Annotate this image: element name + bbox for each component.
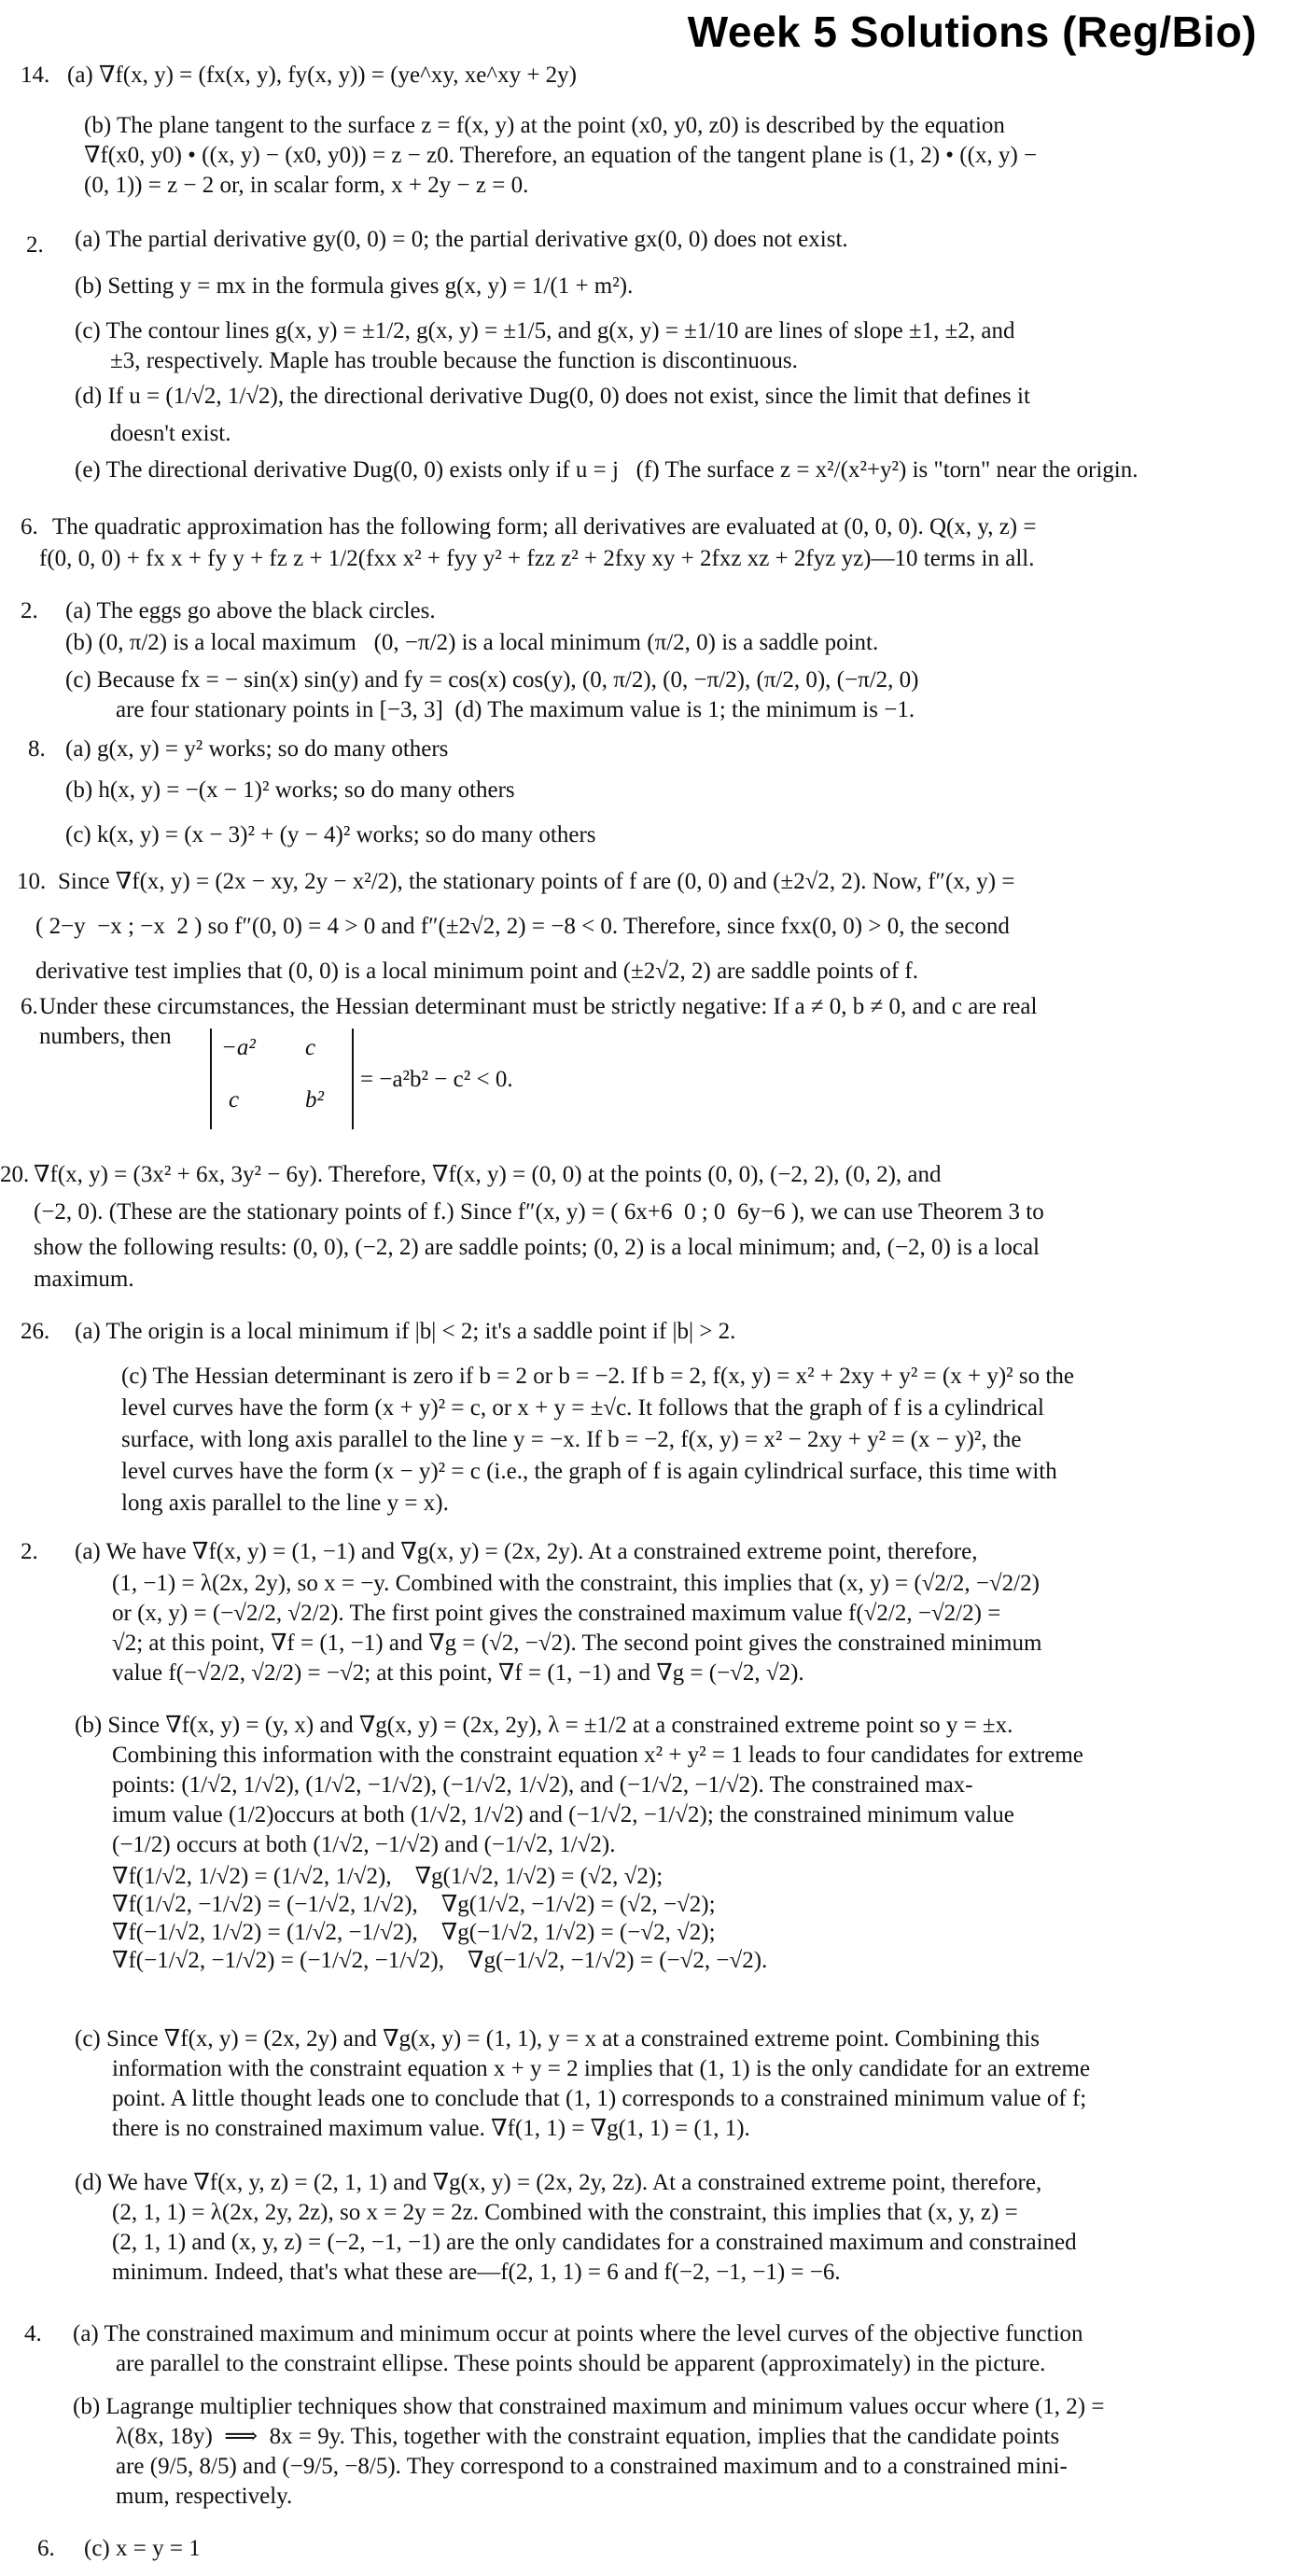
problem-number: 8.	[28, 736, 46, 762]
solution-line: information with the constraint equation x + y = 2 implies that (1, 1) is the only candidate for an extreme	[112, 2056, 1091, 2081]
hessian-determinant	[210, 1029, 354, 1129]
solution-line: (a) ∇f(x, y) = (fx(x, y), fy(x, y)) = (ye^xy, xe^xy + 2y)	[67, 63, 578, 88]
solution-line: show the following results: (0, 0), (−2, 2) are saddle points; (0, 2) is a local minimum; and, (−2, 0) is a local	[34, 1235, 1040, 1260]
solution-line: derivative test implies that (0, 0) is a local minimum point and (±2√2, 2) are saddle points of f.	[35, 959, 918, 984]
solution-line: (0, 1)) = z − 2 or, in scalar form, x + 2y − z = 0.	[84, 173, 529, 198]
det-cell: c	[229, 1087, 240, 1113]
solution-line: level curves have the form (x + y)² = c, or x + y = ±√c. It follows that the graph of f is a cylindrical	[121, 1395, 1044, 1421]
solution-line: are parallel to the constraint ellipse. These points should be apparent (approximately) in the picture.	[116, 2351, 1046, 2376]
solution-line: The quadratic approximation has the following form; all derivatives are evaluated at (0, 0, 0). Q(x, y, z) =	[52, 514, 1037, 539]
solution-line: are (9/5, 8/5) and (−9/5, −8/5). They correspond to a constrained maximum and to a constrained mini-	[116, 2454, 1068, 2479]
solution-line: mum, respectively.	[116, 2484, 293, 2509]
solution-line: (c) k(x, y) = (x − 3)² + (y − 4)² works; so do many others	[65, 822, 596, 847]
solution-line: Since ∇f(x, y) = (2x − xy, 2y − x²/2), the stationary points of f are (0, 0) and (±2√2, 2). Now, f″(x, y) =	[58, 869, 1015, 894]
problem-number: 2.	[21, 598, 38, 623]
solution-line: numbers, then	[39, 1024, 172, 1049]
solution-line: f(0, 0, 0) + fx x + fy y + fz z + 1/2(fxx x² + fyy y² + fzz z² + 2fxy xy + 2fxz xz + 2fyz yz)—10 terms in all.	[39, 546, 1035, 571]
solution-line: ∇f(1/√2, −1/√2) = (−1/√2, 1/√2), ∇g(1/√2, −1/√2) = (√2, −√2);	[112, 1892, 716, 1917]
solution-line: (a) We have ∇f(x, y) = (1, −1) and ∇g(x, y) = (2x, 2y). At a constrained extreme point, therefore,	[75, 1539, 978, 1564]
solution-line: (b) h(x, y) = −(x − 1)² works; so do many others	[65, 777, 515, 803]
solution-line: Under these circumstances, the Hessian determinant must be strictly negative: If a ≠ 0, b ≠ 0, and c are real	[39, 994, 1038, 1019]
solution-line: point. A little thought leads one to conclude that (1, 1) corresponds to a constrained minimum value of f;	[112, 2086, 1087, 2111]
solution-line: maximum.	[34, 1267, 134, 1292]
solution-line: λ(8x, 18y) ⟹ 8x = 9y. This, together with the constraint equation, implies that the candidate points	[116, 2424, 1060, 2449]
solution-line: (b) Since ∇f(x, y) = (y, x) and ∇g(x, y) = (2x, 2y), λ = ±1/2 at a constrained extreme point so y = ±x.	[75, 1713, 1013, 1738]
solution-line: (c) The Hessian determinant is zero if b = 2 or b = −2. If b = 2, f(x, y) = x² + 2xy + y² = (x + y)² so the	[121, 1364, 1074, 1389]
solution-line: points: (1/√2, 1/√2), (1/√2, −1/√2), (−1/√2, 1/√2), and (−1/√2, −1/√2). The constrained max-	[112, 1772, 973, 1798]
problem-number: 26.	[21, 1319, 50, 1344]
solution-line: (1, −1) = λ(2x, 2y), so x = −y. Combined with the constraint, this implies that (x, y) = (√2/2, −√2/2)	[112, 1571, 1040, 1596]
problem-number: 2.	[21, 1539, 38, 1564]
solution-line: (b) The plane tangent to the surface z = f(x, y) at the point (x0, y0, z0) is described by the equation	[84, 113, 1005, 138]
det-cell: b²	[305, 1087, 324, 1113]
solution-line: or (x, y) = (−√2/2, √2/2). The first point gives the constrained maximum value f(√2/2, −√2/2) =	[112, 1601, 1001, 1626]
solution-line: (b) (0, π/2) is a local maximum (0, −π/2) is a local minimum (π/2, 0) is a saddle point.	[65, 630, 879, 655]
solution-line: value f(−√2/2, √2/2) = −√2; at this point, ∇f = (1, −1) and ∇g = (−√2, √2).	[112, 1660, 804, 1686]
problem-number: 4.	[24, 2321, 42, 2346]
solution-line: (c) The contour lines g(x, y) = ±1/2, g(x, y) = ±1/5, and g(x, y) = ±1/10 are lines of slope ±1, ±2, and	[75, 318, 1015, 343]
solution-line: (a) The constrained maximum and minimum occur at points where the level curves of the objective function	[73, 2321, 1083, 2346]
solution-line: Combining this information with the constraint equation x² + y² = 1 leads to four candidates for extreme	[112, 1743, 1083, 1768]
solution-line: (−2, 0). (These are the stationary points of f.) Since f″(x, y) = ( 6x+6 0 ; 0 6y−6 ), we can use Theorem 3 to	[34, 1199, 1044, 1225]
solution-line: (a) The origin is a local minimum if |b| < 2; it's a saddle point if |b| > 2.	[75, 1319, 736, 1344]
solution-line: are four stationary points in [−3, 3] (d) The maximum value is 1; the minimum is −1.	[116, 697, 915, 722]
solution-line: (d) If u = (1/√2, 1/√2), the directional derivative Dug(0, 0) does not exist, since the limit that defines it	[75, 384, 1030, 409]
solution-line: long axis parallel to the line y = x).	[121, 1491, 449, 1516]
solution-line: (b) Lagrange multiplier techniques show that constrained maximum and minimum values occur where (1, 2) =	[73, 2394, 1105, 2419]
solution-line: (b) Setting y = mx in the formula gives g(x, y) = 1/(1 + m²).	[75, 273, 634, 299]
solution-line: there is no constrained maximum value. ∇f(1, 1) = ∇g(1, 1) = (1, 1).	[112, 2116, 750, 2141]
solution-line: ∇f(1/√2, 1/√2) = (1/√2, 1/√2), ∇g(1/√2, 1/√2) = (√2, √2);	[112, 1864, 663, 1889]
solution-line: (c) Because fx = − sin(x) sin(y) and fy = cos(x) cos(y), (0, π/2), (0, −π/2), (π/2, 0), (−π/2, 0)	[65, 667, 919, 693]
solution-line: level curves have the form (x − y)² = c (i.e., the graph of f is again cylindrical surface, this time with	[121, 1459, 1057, 1484]
problem-number: 6.	[21, 514, 38, 539]
solution-line: ±3, respectively. Maple has trouble because the function is discontinuous.	[110, 348, 798, 373]
solution-line: ∇f(−1/√2, −1/√2) = (−1/√2, −1/√2), ∇g(−1/√2, −1/√2) = (−√2, −√2).	[112, 1948, 768, 1973]
solution-line: = −a²b² − c² < 0.	[360, 1067, 513, 1092]
solution-line: (a) g(x, y) = y² works; so do many others	[65, 736, 449, 762]
solution-line: (a) The partial derivative gy(0, 0) = 0; the partial derivative gx(0, 0) does not exist.	[75, 227, 848, 252]
solution-line: ( 2−y −x ; −x 2 ) so f″(0, 0) = 4 > 0 and f″(±2√2, 2) = −8 < 0. Therefore, since fxx(0, 0) > 0, the second	[35, 914, 1010, 939]
problem-number: 2.	[26, 232, 44, 258]
solution-line: (c) Since ∇f(x, y) = (2x, 2y) and ∇g(x, y) = (1, 1), y = x at a constrained extreme point. Combining this	[75, 2026, 1040, 2051]
page-title: Week 5 Solutions (Reg/Bio)	[687, 7, 1257, 56]
solution-line: √2; at this point, ∇f = (1, −1) and ∇g = (√2, −√2). The second point gives the constrained minimum	[112, 1631, 1042, 1656]
solution-line: ∇f(−1/√2, 1/√2) = (1/√2, −1/√2), ∇g(−1/√2, 1/√2) = (−√2, √2);	[112, 1920, 716, 1945]
det-cell: −a²	[221, 1035, 256, 1060]
problem-number: 14.	[21, 63, 50, 88]
solution-line: (c) x = y = 1	[84, 2536, 201, 2561]
problem-number: 6.	[37, 2536, 55, 2561]
solution-line: minimum. Indeed, that's what these are—f(2, 1, 1) = 6 and f(−2, −1, −1) = −6.	[112, 2260, 841, 2285]
problem-number: 20.	[0, 1162, 30, 1187]
solution-line: (e) The directional derivative Dug(0, 0) exists only if u = j (f) The surface z = x²/(x²+y²) is "torn" near the origin.	[75, 457, 1138, 483]
solution-line: doesn't exist.	[110, 421, 231, 446]
solution-line: (2, 1, 1) and (x, y, z) = (−2, −1, −1) are the only candidates for a constrained maximum and constrained	[112, 2230, 1077, 2255]
solution-line: ∇f(x0, y0) • ((x, y) − (x0, y0)) = z − z0. Therefore, an equation of the tangent plane is (1, 2) • ((x, y) −	[84, 143, 1038, 168]
solution-line: ∇f(x, y) = (3x² + 6x, 3y² − 6y). Therefore, ∇f(x, y) = (0, 0) at the points (0, 0), (−2, 2), (0, 2), and	[34, 1162, 942, 1187]
solution-line: (a) The eggs go above the black circles.	[65, 598, 436, 623]
problem-number: 10.	[17, 869, 47, 894]
solution-line: (d) We have ∇f(x, y, z) = (2, 1, 1) and ∇g(x, y) = (2x, 2y, 2z). At a constrained extreme point, therefore,	[75, 2170, 1042, 2195]
solution-line: (2, 1, 1) = λ(2x, 2y, 2z), so x = 2y = 2z. Combined with the constraint, this implies that (x, y, z) =	[112, 2200, 1018, 2225]
problem-number: 6.	[21, 994, 38, 1019]
solution-line: surface, with long axis parallel to the line y = −x. If b = −2, f(x, y) = x² − 2xy + y² = (x − y)², the	[121, 1427, 1022, 1452]
det-cell: c	[305, 1035, 316, 1060]
solution-line: imum value (1/2)occurs at both (1/√2, 1/√2) and (−1/√2, −1/√2); the constrained minimum value	[112, 1802, 1014, 1827]
solution-line: (−1/2) occurs at both (1/√2, −1/√2) and (−1/√2, 1/√2).	[112, 1832, 616, 1857]
